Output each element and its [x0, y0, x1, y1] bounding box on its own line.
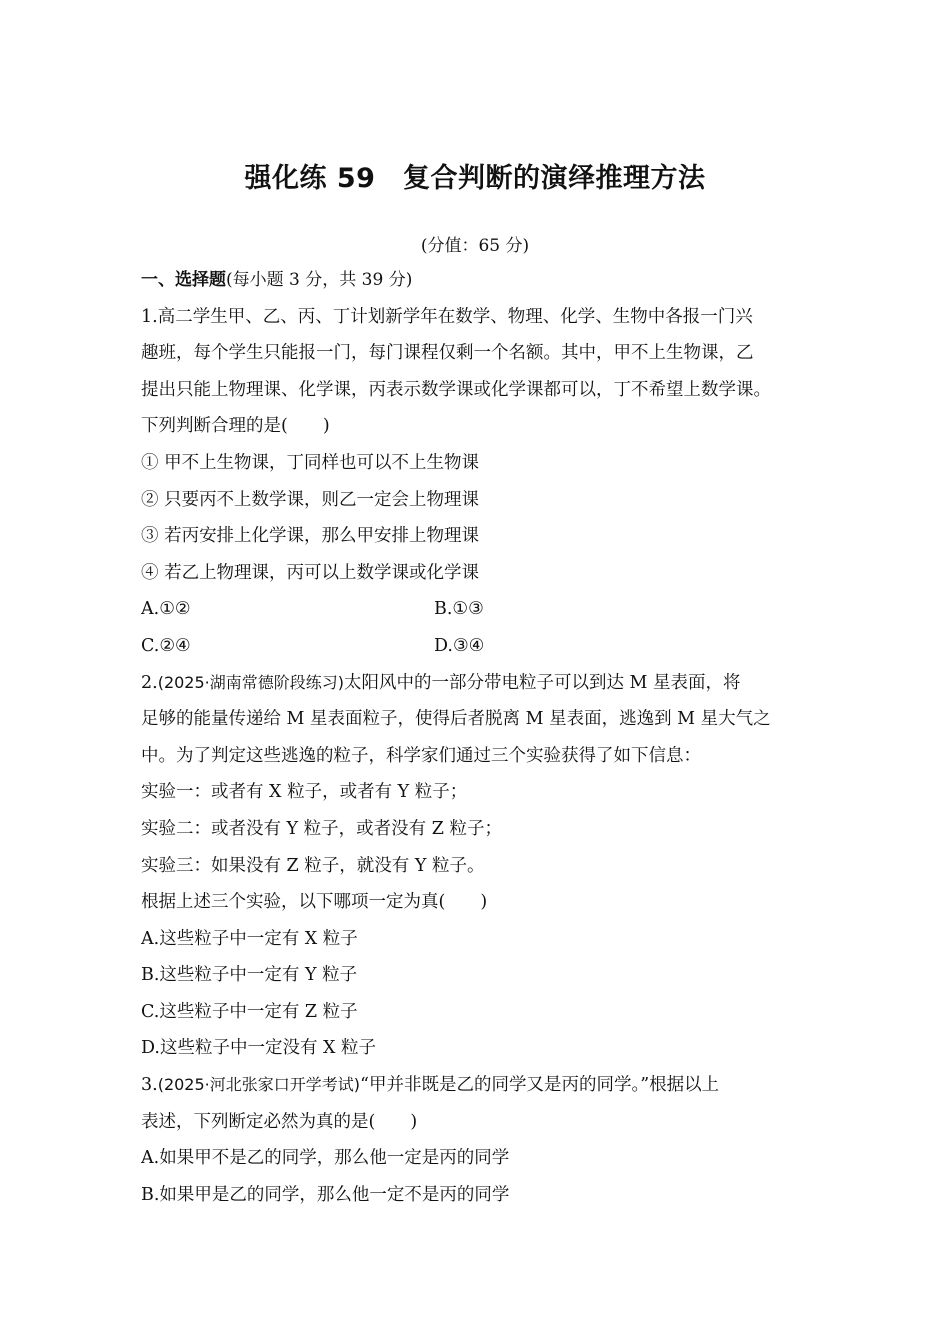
q3-number: 3.: [141, 1075, 158, 1096]
q2-number: 2.: [141, 672, 158, 693]
question-3: [141, 1067, 826, 1213]
q1-option-c: C.②④: [141, 635, 191, 656]
q3-stem-line: 表述，下列断定必然为真的是( ): [141, 1111, 418, 1132]
question-1: [141, 299, 826, 665]
q1-statement: ④ 若乙上物理课，丙可以上数学课或化学课: [141, 562, 480, 583]
q2-option-c: C.这些粒子中一定有 Z 粒子: [141, 1001, 358, 1022]
q2-stem-line: [141, 665, 826, 702]
q2-stem-line: 实验三：如果没有 Z 粒子，就没有 Y 粒子。: [141, 855, 485, 876]
q1-option-b: B.①③: [434, 599, 484, 620]
q2-option-d: D.这些粒子中一定没有 X 粒子: [141, 1038, 377, 1059]
q2-stem-line: 中。为了判定这些逃逸的粒子，科学家们通过三个实验获得了如下信息：: [141, 745, 701, 766]
q2-stem-line: 足够的能量传递给 M 星表面粒子，使得后者脱离 M 星表面，逃逸到 M 星大气之: [141, 709, 771, 730]
q2-stem-line: 实验二：或者没有 Y 粒子，或者没有 Z 粒子；: [141, 818, 502, 839]
q1-stem-line: 趣班，每个学生只能报一门，每门课程仅剩一个名额。其中，甲不上生物课，乙: [141, 343, 754, 364]
q3-option-b: B.如果甲是乙的同学，那么他一定不是丙的同学: [141, 1184, 510, 1205]
q2-source: (2025·湖南常德阶段练习): [157, 672, 344, 692]
q1-options-row: [141, 628, 826, 665]
q1-statement: ② 只要丙不上数学课，则乙一定会上物理课: [141, 489, 480, 510]
q3-stem-start: “甲并非既是乙的同学又是丙的同学。”根据以上: [360, 1075, 720, 1096]
section-title: 一、选择题: [141, 270, 226, 290]
question-2: [141, 665, 826, 1068]
q1-option-d: D.③④: [434, 635, 485, 656]
q1-stem-line: 1.高二学生甲、乙、丙、丁计划新学年在数学、物理、化学、生物中各报一门兴: [141, 306, 753, 327]
q2-stem-line: 实验一：或者有 X 粒子，或者有 Y 粒子；: [141, 782, 468, 803]
q1-statement: ① 甲不上生物课，丁同样也可以不上生物课: [141, 452, 480, 473]
q1-option-a: A.①②: [141, 599, 191, 620]
q2-option-b: B.这些粒子中一定有 Y 粒子: [141, 965, 358, 986]
score-info: (分值：65 分): [420, 236, 530, 256]
q2-stem-line: 根据上述三个实验，以下哪项一定为真( ): [141, 892, 488, 913]
content-area: [141, 262, 826, 1213]
q3-source: (2025·河北张家口开学考试): [157, 1075, 360, 1095]
section-note: (每小题 3 分，共 39 分): [226, 270, 413, 290]
q1-statement: ③ 若丙安排上化学课，那么甲安排上物理课: [141, 526, 480, 547]
q3-option-a: A.如果甲不是乙的同学，那么他一定是丙的同学: [141, 1148, 510, 1169]
q2-stem-start: 太阳风中的一部分带电粒子可以到达 M 星表面，将: [344, 672, 741, 693]
q1-stem-line: 提出只能上物理课、化学课，丙表示数学课或化学课都可以，丁不希望上数学课。: [141, 379, 771, 400]
q1-stem-line: 下列判断合理的是( ): [141, 416, 330, 437]
page-title: 强化练 59 复合判断的演绎推理方法: [244, 163, 706, 194]
q2-option-a: A.这些粒子中一定有 X 粒子: [141, 928, 358, 949]
q3-stem-line: [141, 1067, 826, 1104]
section-heading: [141, 262, 826, 299]
q1-options-row: [141, 591, 826, 628]
